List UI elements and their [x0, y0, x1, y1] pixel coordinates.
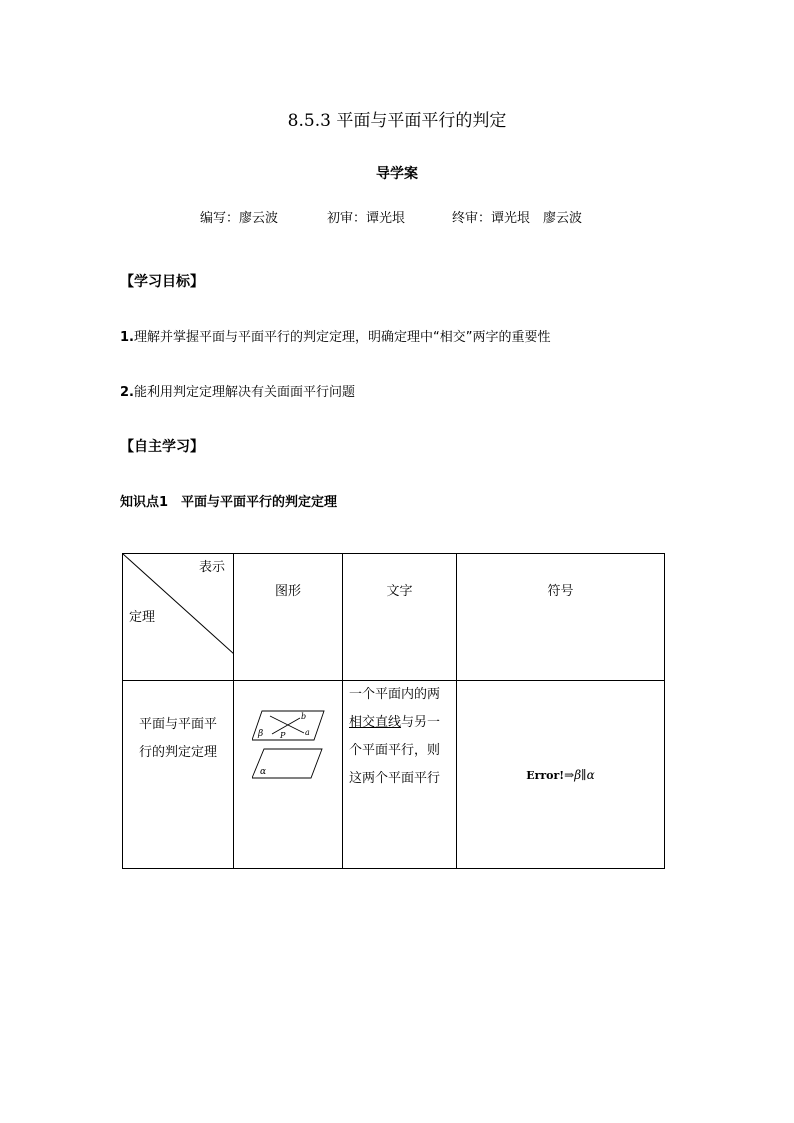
- label-beta: β: [258, 729, 264, 739]
- figure-cell: [234, 681, 343, 869]
- symbol-expression: ⇒β∥α: [564, 767, 595, 782]
- label-a: a: [305, 728, 310, 737]
- objective-2-number: 2.: [120, 385, 134, 400]
- authors-line: [200, 207, 582, 226]
- symbol-cell: [457, 681, 665, 869]
- parallel-planes-figure: [252, 707, 328, 787]
- header-symbol: 符号: [457, 554, 665, 681]
- objective-2-text: 能利用判定定理解决有关面面平行问题: [133, 385, 355, 400]
- text-underlined: 相交直线: [349, 715, 402, 730]
- theorem-name-line-1: 平面与平面平: [138, 717, 217, 732]
- theorem-name-line-2: 行的判定定理: [138, 745, 217, 760]
- label-alpha: α: [260, 767, 267, 777]
- table-header-row: [123, 554, 665, 681]
- header-bottom-left-label: 定理: [129, 610, 156, 625]
- line-b: [272, 718, 300, 734]
- objective-2: [120, 381, 355, 400]
- objective-1-number: 1.: [120, 330, 134, 345]
- header-figure: 图形: [234, 554, 343, 681]
- theorem-name-cell: [123, 681, 234, 869]
- text-part-2: 与另一个平面平行，则这两个平面平行: [349, 715, 441, 786]
- author-reviewer: 初审：谭光垠: [327, 211, 406, 226]
- objectives-heading: 【学习目标】: [120, 274, 204, 290]
- table-row: [123, 681, 665, 869]
- page-title: 8.5.3 平面与平面平行的判定: [287, 111, 507, 131]
- self-study-heading: 【自主学习】: [120, 439, 204, 455]
- diagonal-header-cell: [123, 554, 234, 681]
- page-subtitle: 导学案: [376, 166, 418, 182]
- theorem-table: [122, 553, 665, 869]
- knowledge-point-heading: 知识点1 平面与平面平行的判定定理: [120, 495, 338, 510]
- author-writer: 编写：廖云波: [200, 211, 279, 226]
- header-text: 文字: [343, 554, 457, 681]
- objective-1: [120, 326, 550, 345]
- text-part-1: 一个平面内的两: [349, 687, 441, 702]
- header-top-right-label: 表示: [198, 560, 225, 575]
- label-p: P: [280, 731, 286, 740]
- symbol-error: Error!: [526, 768, 565, 782]
- label-b: b: [301, 712, 307, 721]
- author-final: 终审：谭光垠 廖云波: [452, 211, 583, 226]
- text-cell: [343, 681, 457, 869]
- objective-1-text: 理解并掌握平面与平面平行的判定定理，明确定理中“相交”两字的重要性: [133, 330, 551, 345]
